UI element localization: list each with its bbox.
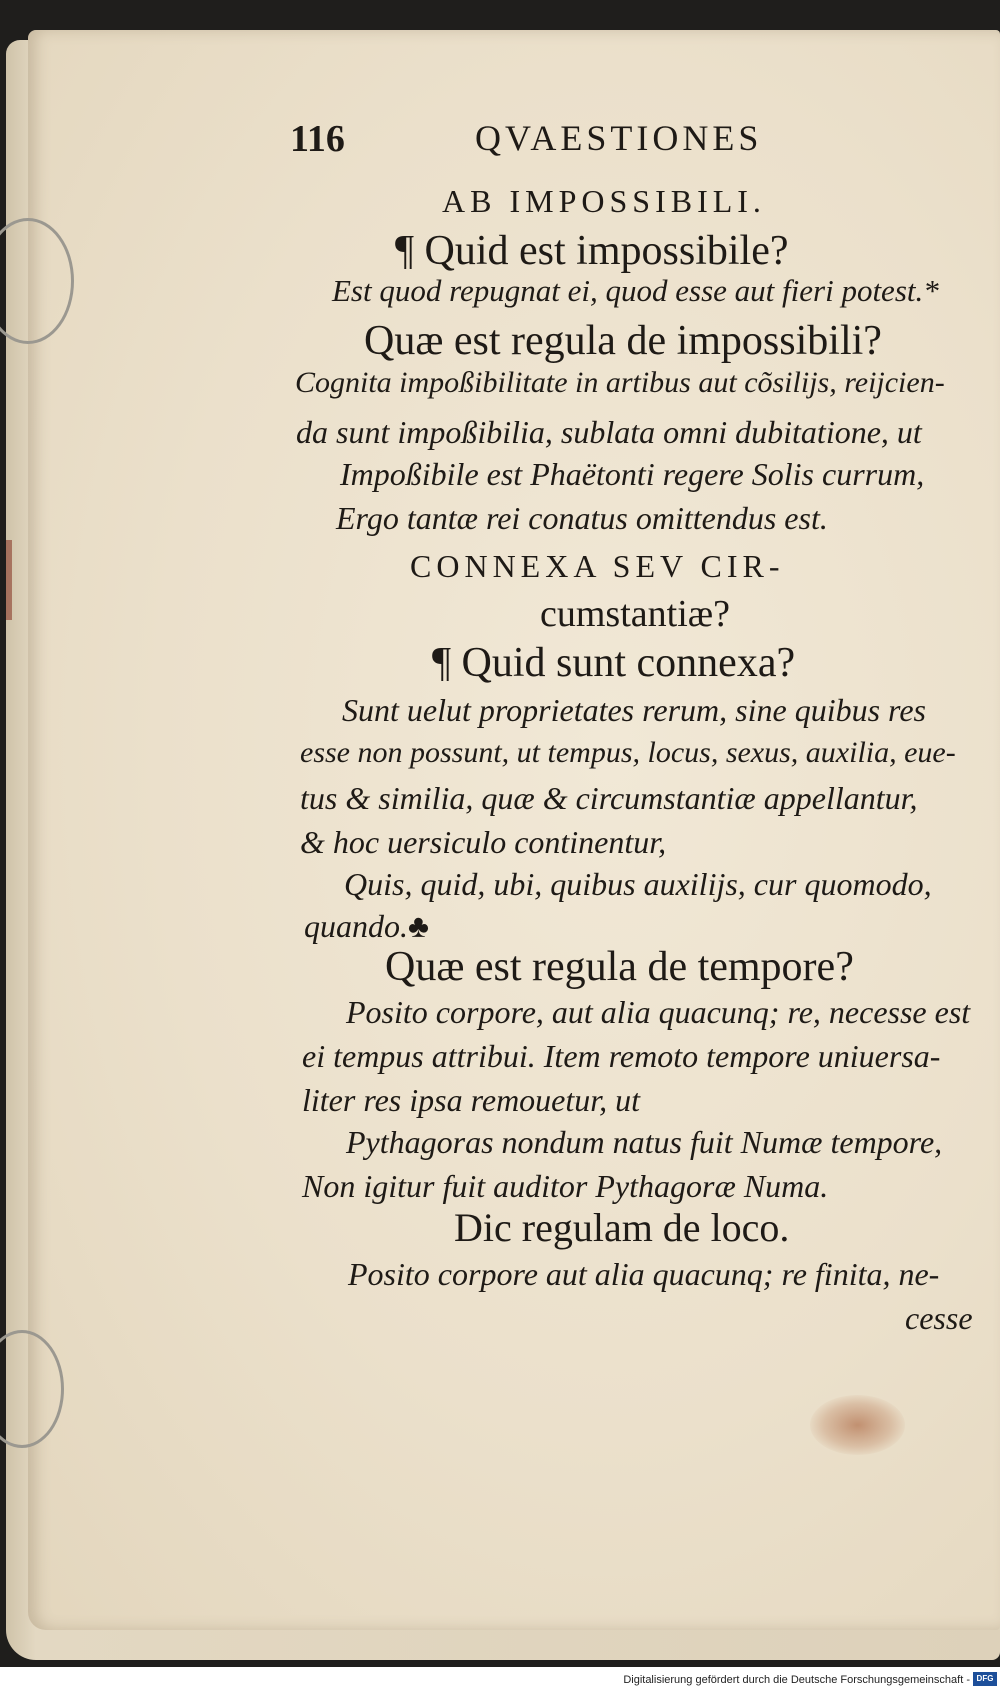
answer-line: esse non possunt, ut tempus, locus, sexus, auxilia, eue- — [300, 736, 956, 769]
answer-line: Cognita impoßibilitate in artibus aut cõsilijs, reijcien- — [295, 366, 945, 399]
catchword: cesse — [905, 1300, 973, 1336]
answer-line: tus & similia, quæ & circumstantiæ appellantur, — [300, 780, 918, 816]
question-loco: Dic regulam de loco. — [454, 1205, 790, 1250]
answer-line: Non igitur fuit auditor Pythagoræ Numa. — [302, 1168, 829, 1204]
answer-line: Pythagoras nondum natus fuit Numæ tempore, — [346, 1124, 943, 1160]
answer-line: Quis, quid, ubi, quibus auxilijs, cur quomodo, — [344, 866, 932, 902]
dfg-logo: DFG — [973, 1672, 997, 1686]
section-heading-connexa-cont: cumstantiæ? — [540, 593, 730, 635]
answer-line: Est quod repugnat ei, quod esse aut fieri potest.* — [332, 273, 939, 308]
section-heading-impossibili: AB IMPOSSIBILI. — [442, 183, 766, 219]
answer-line: Impoßibile est Phaëtonti regere Solis currum, — [340, 456, 925, 492]
digitization-credit: Digitalisierung gefördert durch die Deutsche Forschungsgemeinschaft - — [623, 1674, 970, 1686]
question-tempore: Quæ est regula de tempore? — [385, 944, 854, 990]
answer-line: da sunt impoßibilia, sublata omni dubitatione, ut — [296, 414, 922, 450]
page-number: 116 — [290, 118, 345, 160]
section-heading-connexa: CONNEXA SEV CIR- — [410, 548, 785, 584]
question-connexa: ¶ Quid sunt connexa? — [432, 640, 796, 686]
question-regula-impossibili: Quæ est regula de impossibili? — [364, 318, 882, 364]
answer-line: liter res ipsa remouetur, ut — [302, 1082, 641, 1118]
answer-line: Posito corpore aut alia quacunq; re finita, ne- — [348, 1256, 940, 1292]
running-head: QVAESTIONES — [475, 118, 763, 158]
answer-line: ei tempus attribui. Item remoto tempore uniuersa- — [302, 1038, 941, 1074]
answer-line: Ergo tantæ rei conatus omittendus est. — [336, 500, 828, 536]
question-impossibile: ¶ Quid est impossibile? — [395, 228, 789, 274]
paper-stain — [810, 1395, 905, 1455]
answer-line: Sunt uelut proprietates rerum, sine quibus res — [342, 692, 926, 728]
edge-mark — [6, 540, 12, 620]
answer-line: quando.♣ — [304, 908, 429, 944]
answer-line: & hoc uersiculo continentur, — [300, 824, 667, 860]
answer-line: Posito corpore, aut alia quacunq; re, necesse est — [346, 994, 971, 1030]
